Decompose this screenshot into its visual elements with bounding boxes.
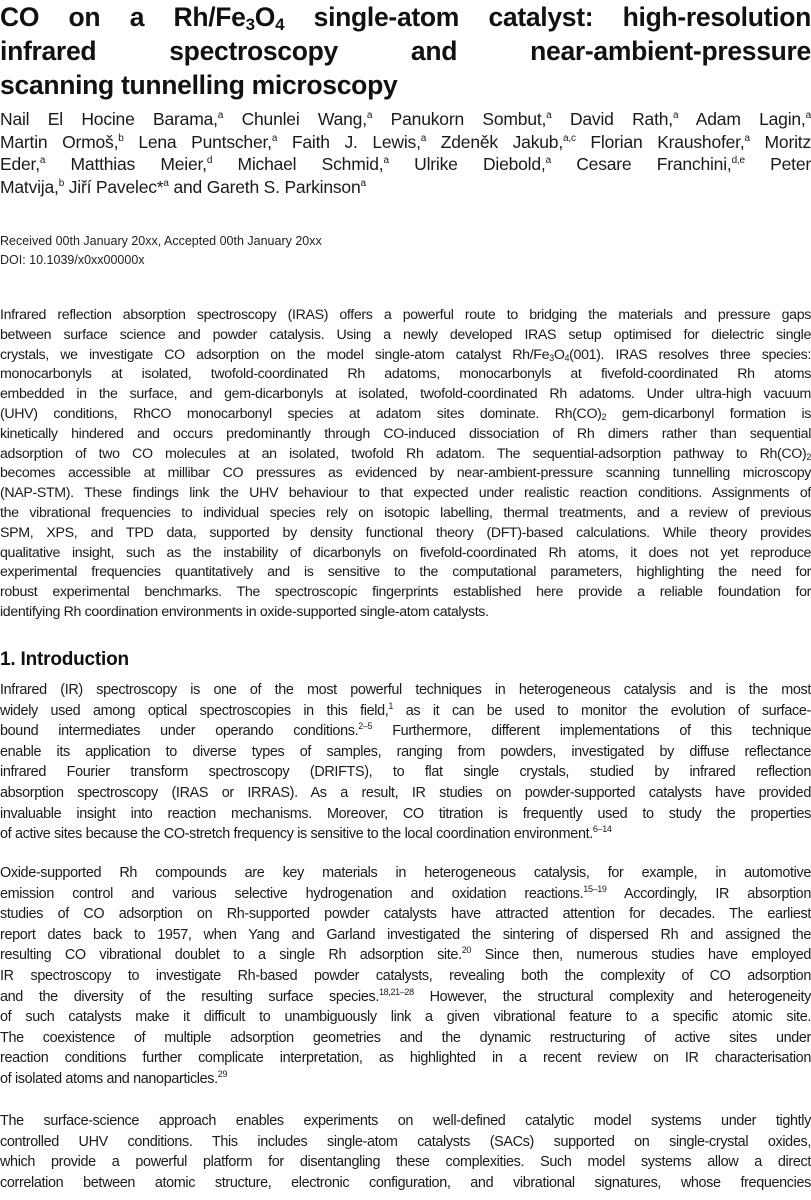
author-line: Matvija,$^b$ Jiří Pavelec*$^a$ and Gareth S. Parkinson$^a$ [0,176,366,197]
paragraph-line: report dates back to 1957, when Yang and Garland investigated the sintering of dispersed Rh and assigned the [0,926,811,943]
abstract-line: qualitative insight, such as the instability of dicarbonyls on fivefold-coordinated Rh atoms, it does not yet reproduce [0,544,811,561]
abstract-line: embedded in the surface, and gem-dicarbonyls at isolated, twofold-coordinated Rh adatoms. Under ultra-high vacuum [0,386,811,403]
paragraph-line: controlled UHV conditions. This includes single-atom catalysts (SACs) supported on single-crystal oxides, [0,1133,811,1150]
title-line-3: scanning tunnelling microscopy [0,70,398,100]
abstract-line: (UHV) conditions, RhCO monocarbonyl species at adatom sites dominate. $Rh(CO)_2$ gem-dicarbonyl formation is [0,405,811,422]
author-line: Eder,$^a$ Matthias Meier,$^d$ Michael Schmid,$^a$ Ulrike Diebold,$^a$ Cesare Franchini,$^{d,e}$ Peter [0,154,811,174]
author-line: Nail El Hocine Barama,$^a$ Chunlei Wang,$^a$ Panukorn Sombut,$^a$ David Rath,$^a$ Adam Lagin,$^a$ [0,109,811,129]
paragraph-line: Oxide-supported Rh compounds are key materials in heterogeneous catalysis, for example, in automotive [0,865,811,881]
abstract-line: kinetically hindered and occurs predominantly through CO-induced dissociation of Rh dimers rather than sequential [0,425,811,442]
paragraph-line: IR spectroscopy to investigate Rh-based powder catalysts, revealing both the complexity of CO adsorption [0,967,811,984]
abstract-line: (NAP-STM). These findings link the UHV behaviour to that expected under realistic reaction conditions. Assignments of [0,485,811,502]
received-accepted-dates: Received 00th January 20xx, Accepted 00th January 20xx [0,234,322,248]
author-list [0,108,811,198]
citation-ref[interactable]: 6–14 [592,824,612,835]
paragraph-line: of isolated atoms and nanoparticles.$^{29}$ [0,1068,228,1087]
paragraph-line: infrared Fourier transform spectroscopy (DRIFTS), to flat single crystals, studied by infrared reflection [0,764,811,781]
paragraph-line: studies of CO adsorption on Rh-supported powder catalysts have attracted attention for decades. The earliest [0,906,811,923]
abstract-line: becomes accessible at millibar CO pressures as evidenced by near-ambient-pressure scanning tunnelling microscopy [0,465,811,482]
abstract-line: adsorption of two CO molecules at an isolated, twofold Rh adatom. The sequential-adsorption pathway to $Rh(CO)_2$ [0,445,811,462]
paragraph-line: Infrared (IR) spectroscopy is one of the most powerful techniques in heterogeneous catalysis and is the most [0,682,811,698]
abstract [0,306,811,623]
paragraph-line: absorption spectroscopy (IRAS or IRRAS). As a result, IR studies on powder-supported catalysts have provided [0,784,811,801]
abstract-line: experimental frequencies quantitatively and is sensitive to the computational parameters, highlighting the need for [0,564,811,581]
citation-ref[interactable]: 1 [388,700,394,711]
paragraph-line: widely used among optical spectroscopies in this field,$^1$ as it can be used to monitor the evolution of surface- [0,700,811,719]
title-line-1: CO on a $Rh/Fe_3O_4$ single-atom catalyst: high-resolution [0,2,811,34]
paragraph-line: The coexistence of multiple adsorption geometries and the dynamic restructuring of active sites under [0,1029,811,1046]
abstract-line: Infrared reflection absorption spectroscopy (IRAS) offers a powerful route to bridging the materials and pressure gaps [0,307,811,323]
paragraph-line: The surface-science approach enables experiments on well-defined catalytic model systems under tightly [0,1113,811,1129]
abstract-line: crystals, we investigate CO adsorption on the model single-atom catalyst $Rh/Fe_3O_4(001)$. IRAS resolves three species: [0,346,811,363]
paragraph-line: enable its application to diverse types of samples, ranging from powders, investigated by diffuse reflectance [0,743,811,760]
paragraph-line: of such catalysts make it difficult to unambiguously link a given vibrational feature to a specific atomic site. [0,1009,811,1026]
paragraph-line: correlation between atomic structure, electronic configuration, and vibrational signatures, whose frequencies [0,1174,811,1191]
abstract-line: robust experimental benchmarks. The spectroscopic fingerprints established here provide a reliable foundation for [0,584,811,601]
paragraph-line: which provide a powerful platform for disentangling these complexities. Such model systems allow a direct [0,1154,811,1171]
citation-ref[interactable]: 29 [217,1068,228,1079]
citation-ref[interactable]: 20 [461,945,472,956]
article-meta [0,232,811,270]
intro-paragraph-1 [0,680,811,845]
abstract-line: the vibrational frequencies to individual species rely on isotopic labelling, thermal treatments, and a review of previous [0,504,811,521]
paragraph-line: emission control and various selective hydrogenation and oxidation reactions.$^{15-19}$ Accordingly, IR absorption [0,883,811,902]
section-heading-introduction: 1. Introduction [0,649,129,670]
intro-paragraph-3 [0,1111,811,1193]
abstract-line: identifying Rh coordination environments in oxide-supported single-atom catalysts. [0,603,489,620]
citation-ref[interactable]: 15–19 [583,883,607,894]
paragraph-line: and the diversity of the resulting surface species.$^{18,21-28}$ However, the structural complexity and heterogeneity [0,986,811,1005]
paper-title [0,0,811,102]
abstract-line: SPM, XPS, and TPD data, supported by density functional theory (DFT)-based calculations. While theory provides [0,524,811,541]
abstract-line: monocarbonyls at isolated, twofold-coordinated Rh adatoms, monocarbonyls at fivefold-coordinated Rh atoms [0,366,811,383]
paragraph-line: bound intermediates under operando conditions.$^{2-5}$ Furthermore, different implementations of this technique [0,721,811,740]
paragraph-line: reaction conditions further complicate interpretation, as highlighted in a recent review on IR characterisation [0,1050,811,1067]
paragraph-line: resulting CO vibrational doublet to a single Rh adsorption site.$^{20}$ Since then, numerous studies have employed [0,945,811,964]
paragraph-line: invaluable insight into reaction mechanisms. Moreover, CO titration is frequently used to study the properties [0,805,811,822]
abstract-line: between surface science and powder catalysis. Using a newly developed IRAS setup optimised for dielectric single [0,326,811,343]
title-line-2: infrared spectroscopy and near-ambient-pressure [0,36,811,66]
intro-paragraph-2 [0,863,811,1090]
doi-link[interactable]: DOI: 10.1039/x0xx00000x [0,253,145,267]
paragraph-line: of active sites because the CO-stretch frequency is sensitive to the local coordination environment.$^{6-14}$ [0,824,612,843]
citation-ref[interactable]: 2–5 [358,721,373,732]
author-line: Martin Ormoš,$^b$ Lena Puntscher,$^a$ Faith J. Lewis,$^a$ Zdeněk Jakub,$^{a,c}$ Florian Kraushofer,$^a$ Moritz [0,131,811,152]
citation-ref[interactable]: 18,21–28 [379,986,414,997]
